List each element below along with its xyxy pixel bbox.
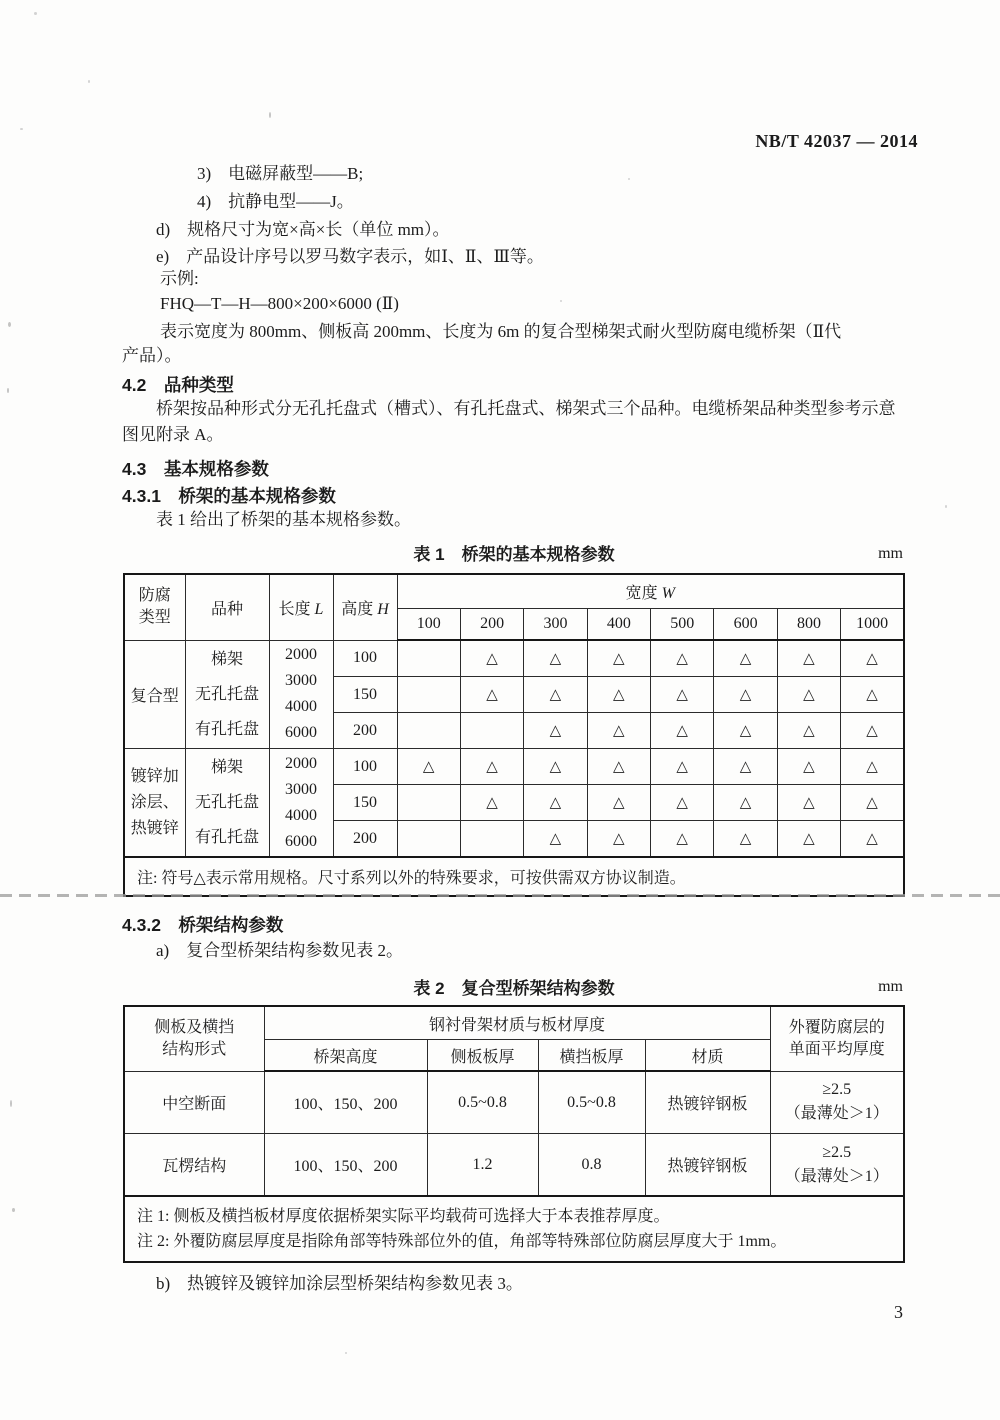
section-4-2-para-line2: 图见附录 A。 (122, 425, 224, 444)
mark-cell: △ (397, 749, 460, 785)
mark-cell: △ (460, 677, 523, 713)
height-cell: 100、150、200 (264, 1071, 427, 1134)
table1-group1-type: 复合型 (124, 640, 185, 749)
scan-speck (7, 388, 9, 393)
mark-cell: △ (777, 821, 840, 858)
mark-cell: △ (651, 640, 714, 677)
table2-header-coating: 外覆防腐层的 单面平均厚度 (770, 1006, 904, 1071)
mark-cell: △ (714, 677, 777, 713)
table1-width-col: 400 (587, 609, 650, 641)
table2-subheader-material: 材质 (645, 1040, 770, 1072)
table2-unit: mm (878, 978, 903, 995)
mark-cell: △ (587, 821, 650, 858)
side-thickness-cell: 0.5~0.8 (427, 1071, 538, 1134)
coating-cell: ≥2.5 （最薄处＞1） (770, 1134, 904, 1197)
example-code: FHQ—T—H—800×200×6000 (Ⅱ) (160, 294, 399, 313)
table1-note: 注: 符号△表示常用规格。尺寸系列以外的特殊要求，可按供需双方协议制造。 (124, 857, 904, 896)
mark-cell: △ (714, 749, 777, 785)
example-desc-line1: 表示宽度为 800mm、侧板高 200mm、长度为 6m 的复合型梯架式耐火型防腐电缆桥架（Ⅱ代 (160, 322, 842, 341)
section-heading-4-3: 4.3 基本规格参数 (122, 459, 269, 479)
table1-header-height: 高度 H (333, 574, 397, 640)
height-cell: 100 (333, 749, 397, 785)
mark-cell: △ (524, 821, 587, 858)
example-desc-line2: 产品）。 (122, 346, 182, 365)
mark-cell: △ (587, 785, 650, 821)
mark-cell (397, 677, 460, 713)
scan-speck (345, 1352, 347, 1354)
table1-header-variety: 品种 (185, 574, 269, 640)
mark-cell (397, 713, 460, 749)
material-cell: 热镀锌钢板 (645, 1134, 770, 1197)
scan-speck (628, 178, 630, 180)
table1-group2-type: 镀锌加 涂层、 热镀锌 (124, 749, 185, 858)
list-item-3: 3) 电磁屏蔽型——B; (197, 164, 364, 183)
mark-cell: △ (587, 749, 650, 785)
doc-number: NB/T 42037 — 2014 (755, 131, 918, 151)
mark-cell: △ (841, 749, 904, 785)
table1-group2-lengths: 2000 3000 4000 6000 (269, 749, 333, 858)
mark-cell: △ (460, 749, 523, 785)
table1-width-col: 800 (777, 609, 840, 641)
mark-cell: △ (777, 713, 840, 749)
mark-cell: △ (524, 640, 587, 677)
mark-cell: △ (841, 713, 904, 749)
mark-cell: △ (714, 785, 777, 821)
form-cell: 瓦楞结构 (124, 1134, 264, 1197)
scan-speck (269, 112, 271, 118)
table1-header-width: 宽度 W (397, 574, 904, 609)
mark-cell (397, 821, 460, 858)
cross-thickness-cell: 0.5~0.8 (538, 1071, 645, 1134)
side-thickness-cell: 1.2 (427, 1134, 538, 1197)
table2-note-2: 注 2: 外覆防腐层厚度是指除角部等特殊部位外的值，角部等特殊部位防腐层厚度大于 1mm。 (137, 1233, 787, 1250)
height-cell: 200 (333, 821, 397, 858)
section-heading-4-2: 4.2 品种类型 (122, 375, 234, 395)
mark-cell: △ (460, 785, 523, 821)
table1-unit: mm (878, 545, 903, 562)
table1-width-col: 1000 (841, 609, 904, 641)
example-label: 示例: (160, 269, 199, 288)
table1-width-col: 300 (524, 609, 587, 641)
mark-cell: △ (714, 640, 777, 677)
form-cell: 中空断面 (124, 1071, 264, 1134)
mark-cell: △ (651, 713, 714, 749)
section-4-2-para-line1: 桥架按品种形式分无孔托盘式（槽式）、有孔托盘式、梯架式三个品种。电缆桥架品种类型参考示意 (156, 399, 896, 418)
mark-cell: △ (651, 821, 714, 858)
table2-header-span: 钢衬骨架材质与板材厚度 (264, 1006, 770, 1040)
table1-header-length: 长度 L (269, 574, 333, 640)
mark-cell: △ (651, 785, 714, 821)
mark-cell: △ (777, 749, 840, 785)
mark-cell: △ (524, 749, 587, 785)
section-4-3-2-item-b: b) 热镀锌及镀锌加涂层型桥架结构参数见表 3。 (156, 1274, 523, 1293)
mark-cell: △ (587, 677, 650, 713)
mark-cell: △ (587, 640, 650, 677)
table2-subheader-height: 桥架高度 (264, 1040, 427, 1072)
scan-speck (560, 300, 562, 302)
mark-cell: △ (714, 713, 777, 749)
page-number: 3 (894, 1302, 903, 1322)
table2-subheader-side: 侧板板厚 (427, 1040, 538, 1072)
table2-title: 表 2 复合型桥架结构参数 (413, 979, 615, 998)
cross-thickness-cell: 0.8 (538, 1134, 645, 1197)
mark-cell: △ (460, 640, 523, 677)
mark-cell: △ (777, 677, 840, 713)
mark-cell: △ (841, 785, 904, 821)
table2-composite-structure (123, 1005, 905, 1263)
mark-cell: △ (651, 749, 714, 785)
mark-cell: △ (841, 821, 904, 858)
scan-speck (12, 1208, 15, 1212)
table2-header-form: 侧板及横挡 结构形式 (124, 1006, 264, 1071)
mark-cell: △ (651, 677, 714, 713)
section-4-3-1-para: 表 1 给出了桥架的基本规格参数。 (156, 510, 411, 529)
page-fold-line (0, 894, 1000, 897)
height-cell: 150 (333, 677, 397, 713)
mark-cell: △ (777, 640, 840, 677)
mark-cell: △ (777, 785, 840, 821)
list-item-d: d) 规格尺寸为宽×高×长（单位 mm）。 (156, 220, 450, 239)
coating-cell: ≥2.5 （最薄处＞1） (770, 1071, 904, 1134)
mark-cell: △ (524, 785, 587, 821)
table1-header-corrosion-type: 防腐 类型 (124, 574, 185, 640)
mark-cell: △ (841, 677, 904, 713)
section-heading-4-3-1: 4.3.1 桥架的基本规格参数 (122, 486, 336, 506)
mark-cell: △ (587, 713, 650, 749)
mark-cell (397, 785, 460, 821)
scan-speck (8, 322, 11, 327)
height-cell: 150 (333, 785, 397, 821)
table1-width-col: 500 (651, 609, 714, 641)
list-item-4: 4) 抗静电型——J。 (197, 192, 354, 211)
list-item-e: e) 产品设计序号以罗马数字表示，如Ⅰ、Ⅱ、Ⅲ等。 (156, 247, 544, 266)
scan-speck (88, 80, 90, 83)
height-cell: 100、150、200 (264, 1134, 427, 1197)
scan-speck (20, 128, 23, 130)
mark-cell: △ (524, 677, 587, 713)
section-4-3-2-item-a: a) 复合型桥架结构参数见表 2。 (156, 941, 403, 960)
table1-group1-lengths: 2000 3000 4000 6000 (269, 640, 333, 749)
table1-basic-specs (123, 573, 905, 897)
table1-width-col: 600 (714, 609, 777, 641)
mark-cell (397, 640, 460, 677)
scan-speck (10, 1100, 12, 1107)
scan-speck (34, 12, 37, 15)
height-cell: 100 (333, 640, 397, 677)
table1-group2-variety: 梯架 无孔托盘 有孔托盘 (185, 749, 269, 858)
scan-speck (945, 505, 947, 508)
mark-cell: △ (841, 640, 904, 677)
table2-note-1: 注 1: 侧板及横挡板材厚度依据桥架实际平均载荷可选择大于本表推荐厚度。 (137, 1208, 670, 1225)
mark-cell (460, 821, 523, 858)
table2-subheader-cross: 横挡板厚 (538, 1040, 645, 1072)
material-cell: 热镀锌钢板 (645, 1071, 770, 1134)
mark-cell: △ (714, 821, 777, 858)
table1-title: 表 1 桥架的基本规格参数 (413, 545, 615, 564)
table2-notes (124, 1196, 904, 1262)
table1-group1-variety: 梯架 无孔托盘 有孔托盘 (185, 640, 269, 749)
table1-width-col: 200 (460, 609, 523, 641)
table1-width-col: 100 (397, 609, 460, 641)
section-heading-4-3-2: 4.3.2 桥架结构参数 (122, 915, 284, 935)
mark-cell (460, 713, 523, 749)
mark-cell: △ (524, 713, 587, 749)
height-cell: 200 (333, 713, 397, 749)
